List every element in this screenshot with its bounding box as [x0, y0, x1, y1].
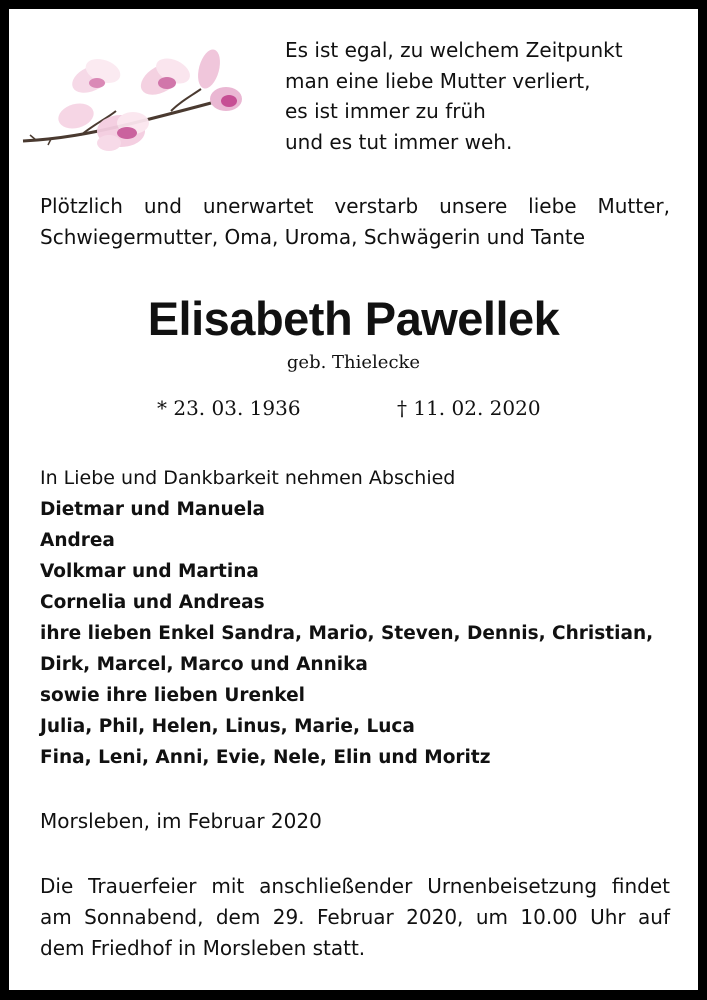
mourner-line: Volkmar und Martina: [40, 561, 259, 582]
funeral-line: Die Trauerfeier mit anschließender Urnenbeisetzung findet: [40, 874, 670, 898]
death-date: † 11. 02. 2020: [397, 396, 541, 420]
funeral-line: dem Friedhof in Morsleben statt.: [40, 936, 366, 960]
magnolia-branch-icon: [21, 41, 261, 171]
mourner-line: Julia, Phil, Helen, Linus, Marie, Luca: [40, 716, 415, 737]
mourner-line: Dietmar und Manuela: [40, 499, 266, 520]
intro-text: [40, 191, 670, 253]
poem-line: es ist immer zu früh: [285, 99, 486, 123]
obituary-notice: [9, 9, 698, 990]
mourner-line: Fina, Leni, Anni, Evie, Nele, Elin und Moritz: [40, 747, 491, 768]
poem: [285, 35, 623, 157]
farewell-line: In Liebe und Dankbarkeit nehmen Abschied: [40, 467, 456, 489]
deceased-name: Elisabeth Pawellek: [147, 292, 560, 345]
mourner-line: Andrea: [40, 530, 115, 551]
mourner-line: Cornelia und Andreas: [40, 592, 265, 613]
maiden-name: geb. Thielecke: [286, 352, 421, 373]
poem-line: man eine liebe Mutter verliert,: [285, 68, 591, 93]
birth-date: * 23. 03. 1936: [157, 396, 301, 420]
mourner-line: ihre lieben Enkel Sandra, Mario, Steven, Dennis, Christian,: [40, 623, 654, 644]
poem-line: Es ist egal, zu welchem Zeitpunkt: [285, 38, 623, 62]
poem-line: und es tut immer weh.: [285, 129, 513, 154]
intro-line: Schwiegermutter, Oma, Uroma, Schwägerin und Tante: [40, 225, 586, 249]
funeral-info: [40, 871, 670, 964]
intro-line: Plötzlich und unerwartet verstarb unsere liebe Mutter,: [40, 194, 670, 218]
funeral-line: am Sonnabend, dem 29. Februar 2020, um 10.00 Uhr auf: [40, 905, 670, 929]
mourner-line: sowie ihre lieben Urenkel: [40, 685, 305, 706]
place-date: Morsleben, im Februar 2020: [40, 809, 322, 833]
mourner-line: Dirk, Marcel, Marco und Annika: [40, 654, 368, 675]
mourners-block: [40, 463, 680, 773]
